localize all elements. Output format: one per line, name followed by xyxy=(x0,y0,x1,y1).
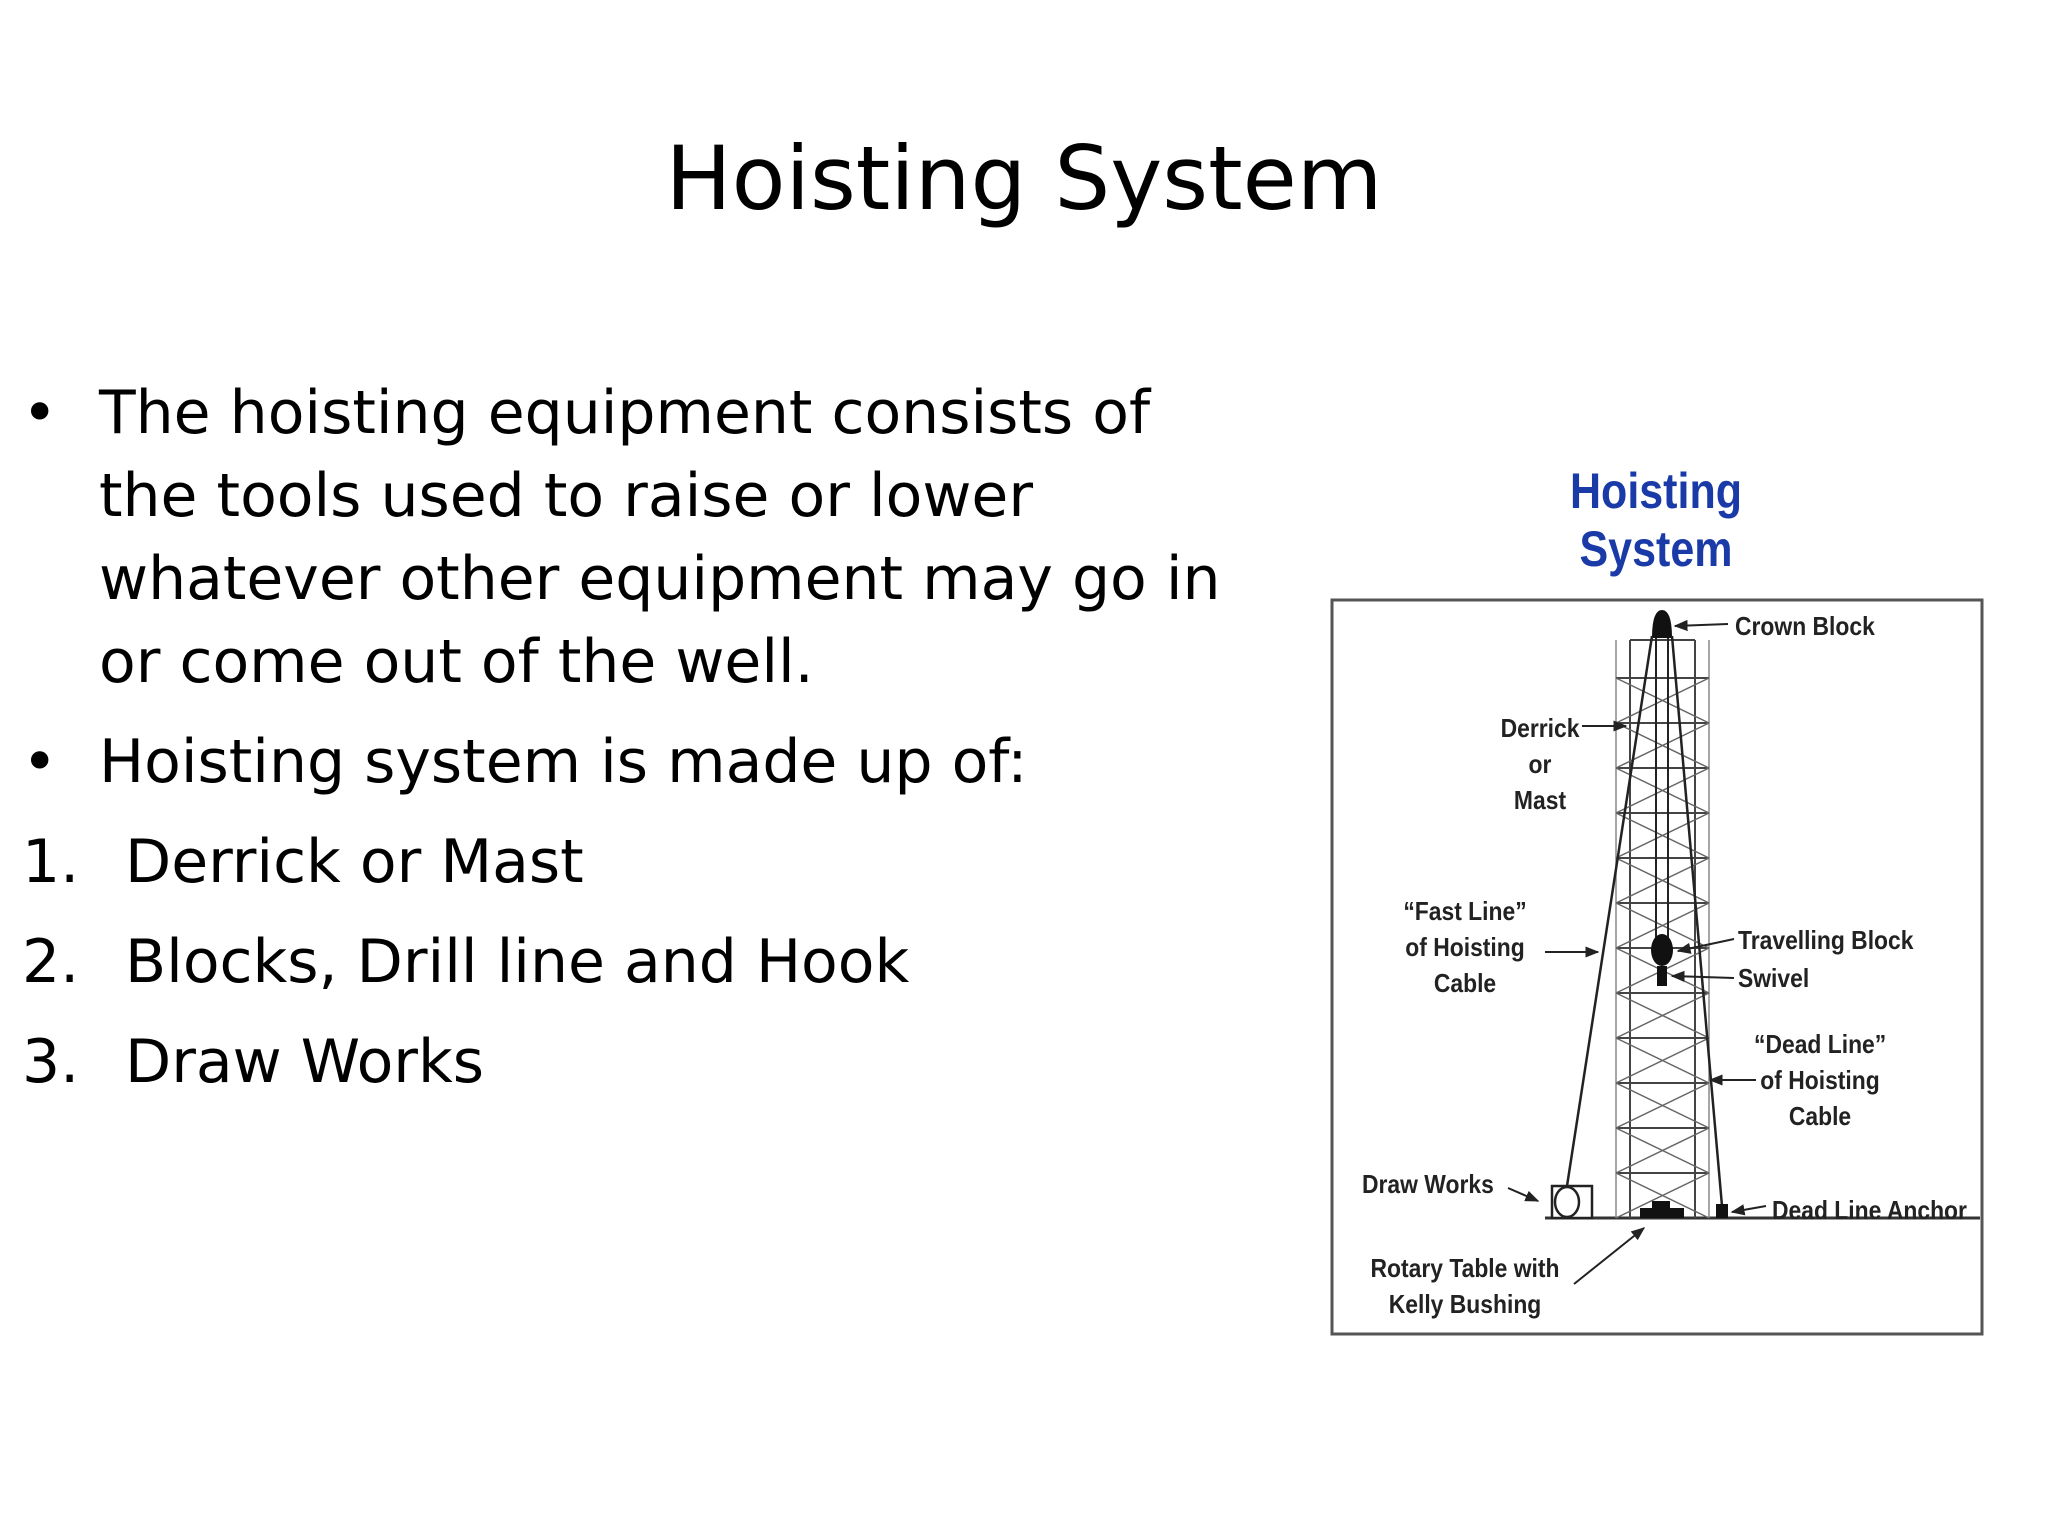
bullet-marker: • xyxy=(22,727,58,797)
bullet-marker: • xyxy=(22,378,58,448)
numbered-item xyxy=(22,821,1252,904)
label-travelling-block: Travelling Block xyxy=(1738,925,1914,955)
diagram-title: Hoisting System xyxy=(1570,463,1742,577)
item-text: Draw Works xyxy=(125,1027,484,1097)
dead-line-anchor-shape xyxy=(1716,1204,1728,1218)
label-derrick: Derrick xyxy=(1500,713,1580,743)
bullet-text: Hoisting system is made up of: xyxy=(99,727,1028,797)
hoisting-diagram xyxy=(1330,598,1984,1336)
draw-works-drum xyxy=(1555,1187,1579,1217)
label-swivel: Swivel xyxy=(1738,963,1810,993)
numbered-item xyxy=(22,1021,1252,1104)
label-rotary-table: Rotary Table with xyxy=(1370,1253,1560,1283)
item-number: 3. xyxy=(22,1027,80,1097)
label-fast-line-cable: Cable xyxy=(1433,968,1497,998)
label-dead-line-anchor: Dead Line Anchor xyxy=(1772,1195,1967,1225)
label-draw-works: Draw Works xyxy=(1362,1169,1494,1199)
item-number: 2. xyxy=(22,927,80,997)
item-text: Derrick or Mast xyxy=(125,827,584,897)
bullet-text: The hoisting equipment consists of the tools used to raise or lower whatever other equipment may go in or come out of the well. xyxy=(99,378,1221,697)
item-text: Blocks, Drill line and Hook xyxy=(125,927,910,997)
label-fast-line: “Fast Line” xyxy=(1403,896,1527,926)
bullet-item xyxy=(22,372,1252,704)
label-crown-block: Crown Block xyxy=(1735,611,1875,641)
label-dead-line: “Dead Line” xyxy=(1754,1029,1887,1059)
label-dead-line-of: of Hoisting xyxy=(1760,1065,1880,1095)
label-kelly-bushing: Kelly Bushing xyxy=(1388,1289,1542,1319)
bullet-item xyxy=(22,721,1252,804)
swivel-shape xyxy=(1657,966,1667,986)
label-dead-line-cable: Cable xyxy=(1788,1101,1852,1131)
label-fast-line-of: of Hoisting xyxy=(1405,932,1525,962)
slide-title: Hoisting System xyxy=(665,127,1383,230)
label-mast: Mast xyxy=(1513,785,1567,815)
travelling-block-shape xyxy=(1651,934,1673,966)
bullet-list xyxy=(22,372,1252,1104)
numbered-item xyxy=(22,921,1252,1004)
label-derrick-or: or xyxy=(1528,749,1552,779)
item-number: 1. xyxy=(22,827,80,897)
